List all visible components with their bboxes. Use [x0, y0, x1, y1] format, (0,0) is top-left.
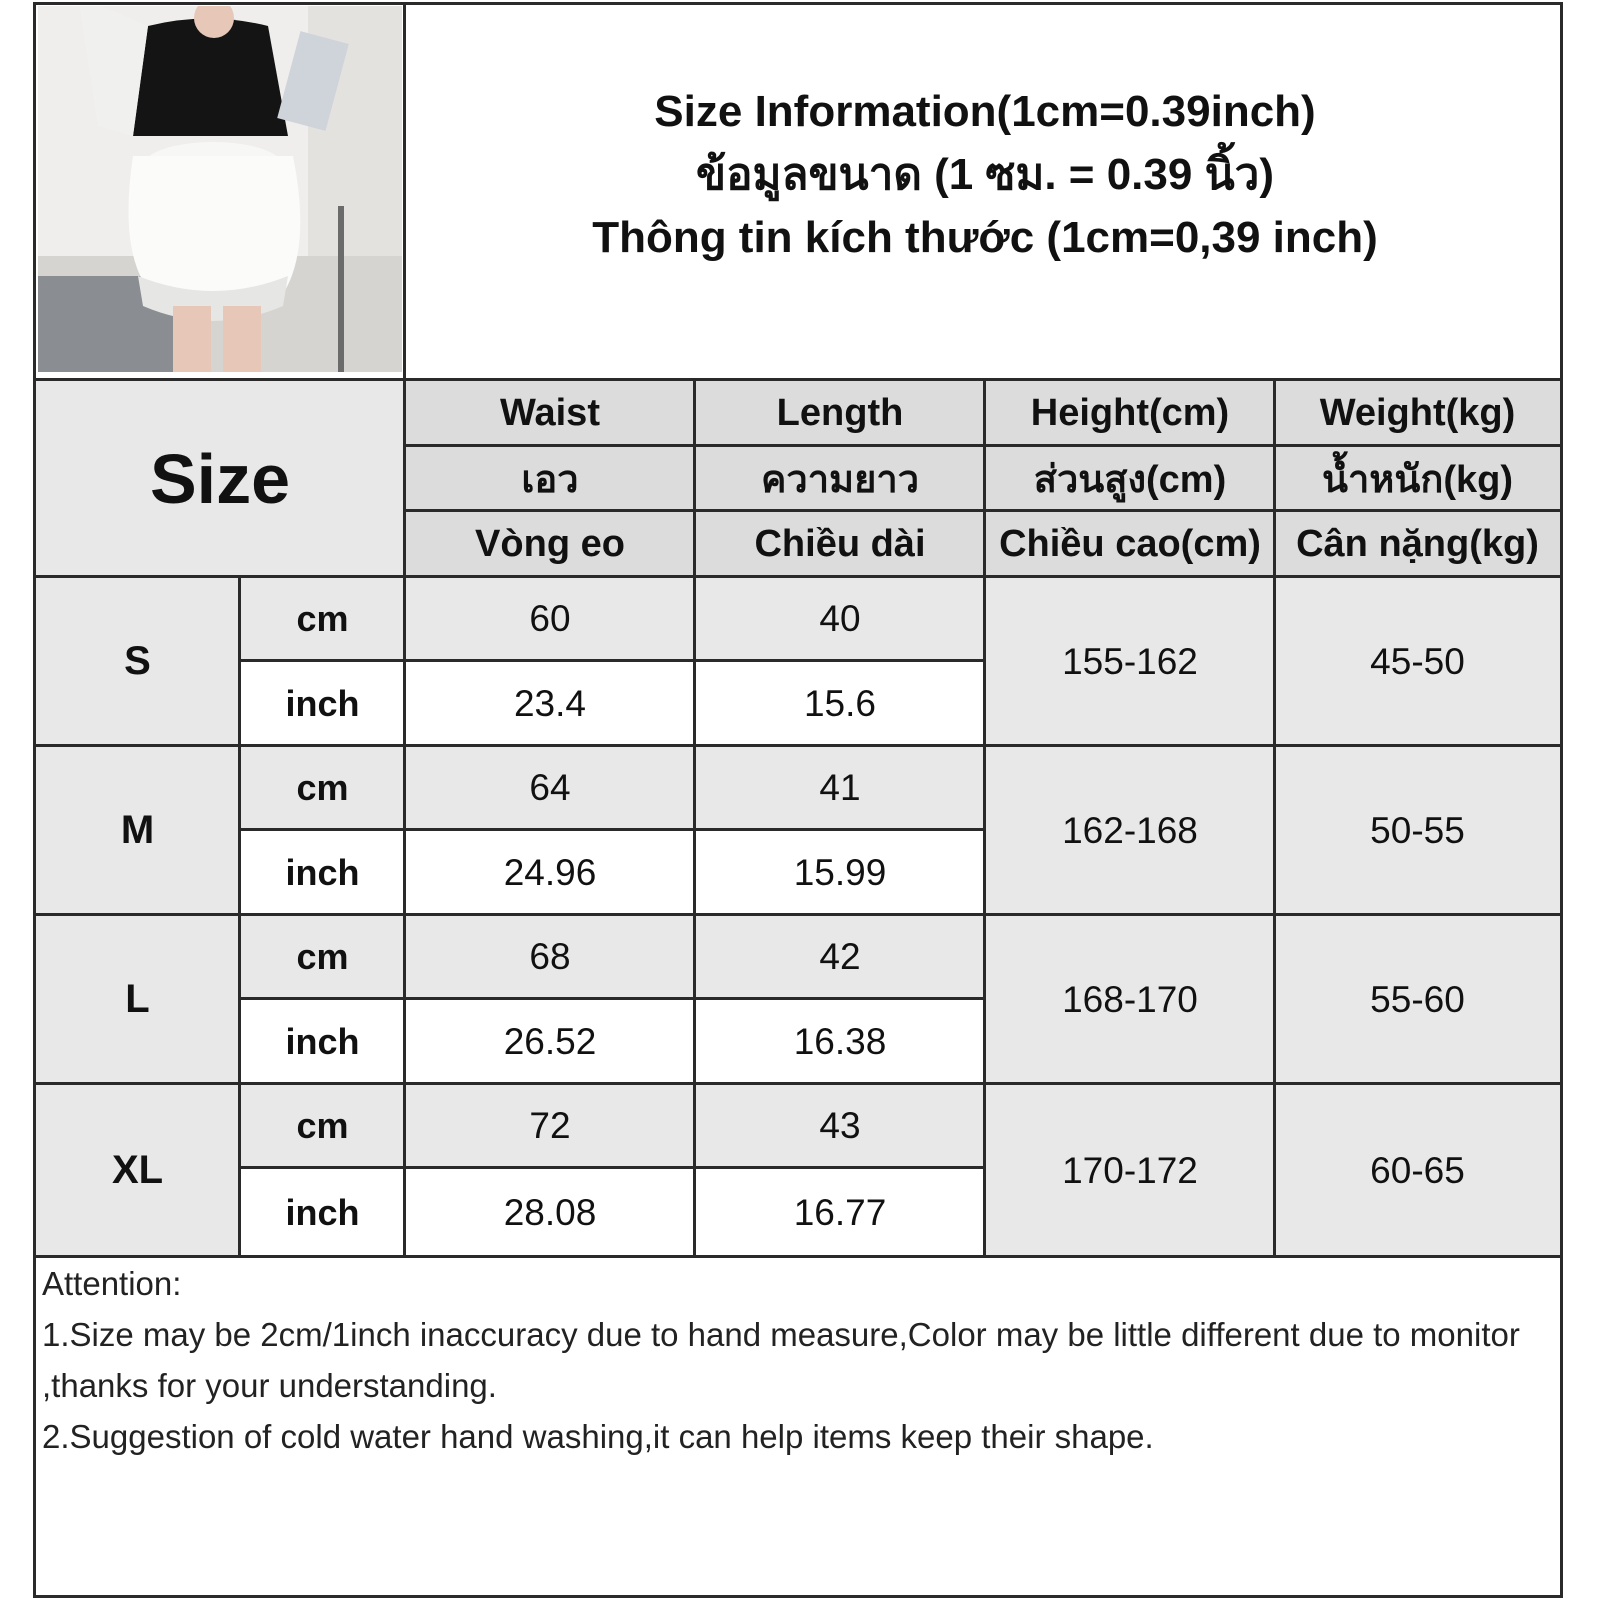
col-length-en: Length [776, 392, 904, 434]
grid-line [33, 913, 1563, 916]
waist-cm: 60 [529, 598, 571, 639]
product-photo-skirt-icon [38, 6, 402, 372]
length-cm: 40 [819, 598, 861, 639]
size-info-title [410, 80, 1560, 269]
unit-cm: cm [296, 1105, 349, 1146]
length-inch: 15.6 [803, 682, 876, 724]
length-inch: 16.38 [793, 1020, 887, 1062]
size-label: L [125, 977, 150, 1021]
height-range: 162-168 [1062, 809, 1198, 851]
grid-line [693, 378, 696, 1258]
waist-cm: 68 [529, 936, 571, 977]
waist-inch: 24.96 [503, 851, 597, 893]
grid-line [238, 575, 241, 1258]
grid-line [983, 378, 986, 1258]
weight-range: 55-60 [1370, 978, 1465, 1020]
height-range: 170-172 [1062, 1149, 1198, 1191]
grid-line [240, 997, 985, 1000]
product-photo [38, 6, 402, 372]
length-inch: 15.99 [793, 851, 887, 893]
grid-line [1560, 2, 1563, 1598]
unit-cm: cm [296, 936, 349, 977]
grid-line [33, 378, 1563, 381]
grid-line [33, 1082, 1563, 1085]
length-cm: 41 [819, 767, 861, 808]
grid-line [33, 575, 1563, 578]
title-vi: Thông tin kích thước (1cm=0,39 inch) [592, 213, 1378, 262]
unit-inch: inch [285, 1191, 360, 1233]
grid-line [33, 1595, 1563, 1598]
height-range: 168-170 [1062, 978, 1198, 1020]
waist-inch: 28.08 [503, 1191, 597, 1233]
title-en: Size Information(1cm=0.39inch) [654, 87, 1316, 136]
unit-cm: cm [296, 598, 349, 639]
notes-heading: Attention: [42, 1265, 182, 1302]
waist-inch: 26.52 [503, 1020, 597, 1062]
unit-inch: inch [285, 851, 360, 893]
col-height-en: Height(cm) [1030, 392, 1230, 434]
size-label: S [124, 639, 151, 683]
col-weight-th: น้ำหนัก(kg) [1321, 459, 1513, 501]
attention-notes [42, 1258, 1552, 1462]
col-waist-th: เอว [521, 459, 579, 501]
col-height-vi: Chiều cao(cm) [999, 522, 1261, 565]
col-weight-vi: Cân nặng(kg) [1296, 522, 1539, 565]
grid-line [240, 828, 985, 831]
waist-cm: 72 [529, 1105, 571, 1146]
col-height-th: ส่วนสูง(cm) [1033, 459, 1227, 501]
weight-range: 45-50 [1370, 640, 1465, 682]
waist-inch: 23.4 [513, 682, 586, 724]
grid-line [33, 2, 1563, 5]
col-length-th: ความยาว [760, 459, 920, 501]
grid-line [1273, 378, 1276, 1258]
col-length-vi: Chiều dài [754, 522, 926, 565]
length-cm: 42 [819, 936, 861, 977]
unit-cm: cm [296, 767, 349, 808]
size-label: M [120, 808, 155, 852]
title-th: ข้อมูลขนาด (1 ซม. = 0.39 นิ้ว) [695, 150, 1274, 199]
col-waist-vi: Vòng eo [475, 522, 625, 565]
grid-line [33, 2, 36, 1598]
unit-inch: inch [285, 1020, 360, 1062]
grid-line [403, 2, 406, 1258]
height-range: 155-162 [1062, 640, 1198, 682]
grid-line [33, 744, 1563, 747]
weight-range: 60-65 [1370, 1149, 1465, 1191]
size-header: Size [149, 440, 291, 518]
length-inch: 16.77 [793, 1191, 887, 1233]
notes-item-1: 1.Size may be 2cm/1inch inaccuracy due to hand measure,Color may be little different due to monitor ,thanks for your understanding. [42, 1316, 1520, 1404]
weight-range: 50-55 [1370, 809, 1465, 851]
unit-inch: inch [285, 682, 360, 724]
waist-cm: 64 [529, 767, 571, 808]
col-waist-en: Waist [500, 392, 600, 434]
notes-item-2: 2.Suggestion of cold water hand washing,it can help items keep their shape. [42, 1418, 1154, 1455]
grid-line [240, 1166, 985, 1169]
length-cm: 43 [819, 1105, 861, 1146]
col-weight-en: Weight(kg) [1319, 392, 1516, 434]
grid-line [240, 659, 985, 662]
size-label: XL [111, 1148, 164, 1192]
